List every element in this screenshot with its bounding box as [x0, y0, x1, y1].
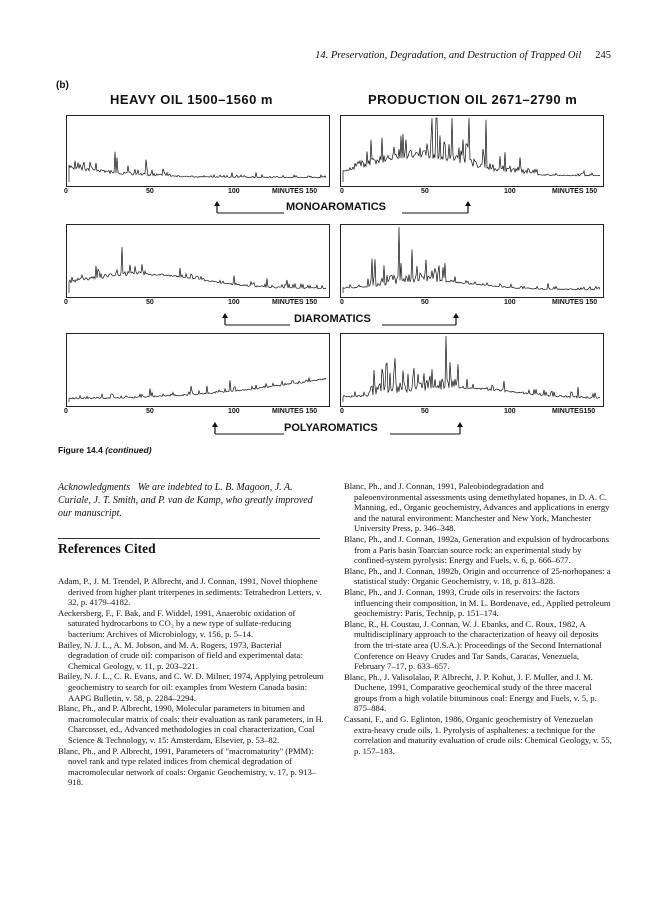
x-tick: MINUTES 150: [272, 408, 318, 415]
page-number: 245: [595, 50, 611, 61]
running-title: 14. Preservation, Degradation, and Destruction of Trapped Oil: [315, 50, 582, 61]
x-tick: 0: [64, 188, 68, 195]
x-tick: 0: [64, 299, 68, 306]
x-tick: 50: [146, 188, 154, 195]
reference-entry: Blanc, Ph., and P. Albrecht, 1991, Parameters of "macromaturity" (PMM): novel rank and type related indices from chemical degradation of macromolecular network of coals: Organic Geochemistry, v. 17, p. 913–918.: [58, 745, 317, 788]
x-tick: MINUTES 150: [272, 188, 318, 195]
x-tick: MINUTES 150: [272, 299, 318, 306]
reference-entry: Blanc, Ph., and J. Connan, 1991, Paleobiodegradation and paleoenvironmental assessments using demethylated hopanes, in D. A. C. Manning, ed., Organic geochemistry, Advances and applications in energy and the natural environment: Manchester and New York, Manchester University Press, p. 346–348.: [344, 481, 610, 534]
section-rule: [58, 538, 320, 539]
x-tick: 0: [64, 408, 68, 415]
panel-label: (b): [56, 80, 69, 91]
trace-heavy-mono: [67, 116, 329, 186]
reference-entry: Blanc, Ph., and P. Albrecht, 1990, Molecular parameters in bitumen and macromolecular matrix of coals: their evaluation as rank parameters, in H. Charcosset, ed., Advanced methodologies in coal characterization, Coal Science & Technology, v. 15: Amsterdam, Elsevier, p. 53–82.: [58, 703, 324, 745]
caption-label: Figure 14.4: [58, 445, 103, 455]
acknowledgments-lead: Acknowledgments: [58, 482, 131, 493]
left-column-title: HEAVY OIL 1500–1560 m: [110, 92, 273, 107]
chromatogram-production-mono: [340, 115, 604, 187]
reference-entry: Cassani, F., and G. Eglinton, 1986, Organic geochemistry of Venezuelan extra-heavy crude oils, 1. Pyrolysis of asphaltenes: a technique for the correlation and maturity evaluation of crude oils: Chemical Geology, v. 55, p. 157–183.: [344, 714, 612, 756]
trace-production-poly: [341, 334, 603, 406]
references-left-column: [58, 576, 324, 788]
chromatogram-heavy-poly: [66, 333, 330, 407]
x-tick: 0: [340, 188, 344, 195]
fraction-band-di: [222, 312, 460, 328]
fraction-label: MONOAROMATICS: [286, 201, 387, 213]
reference-entry: Blanc, Ph., and J. Connan, 1993, Crude oils in reservoirs: the factors influencing their composition, in M. L. Bordenave, ed., Applied petroleum geochemistry: Paris, Technip, p. 151–174.: [344, 586, 611, 619]
x-tick: 0: [340, 299, 344, 306]
x-tick: 100: [504, 408, 516, 415]
x-tick: 50: [146, 299, 154, 306]
reference-entry: Bailey, N. J. L., C. R. Evans, and C. W. D. Milner, 1974, Applying petroleum geochemistry to search for oil: examples from Western Canada basin: AAPG Bulletin, v. 58, p. 2284–2294.: [58, 671, 324, 703]
right-column-title: PRODUCTION OIL 2671–2790 m: [368, 92, 578, 107]
x-tick: MINUTES 150: [552, 188, 598, 195]
reference-entry: Blanc, Ph., and J. Connan, 1992a, Generation and expulsion of hydrocarbons from a Paris basin Toarcian source rock: an experimental study by confined-system pyrolysis: Energy and Fuels, v. 6, p. 666–677.: [344, 533, 609, 566]
references-heading: References Cited: [58, 541, 156, 556]
reference-entry: Blanc, Ph., and J. Connan, 1992b, Origin and occurrence of 25-norhopanes: a statistical study: Organic Geochemistry, v. 18, p. 813–828.: [344, 565, 611, 587]
trace-production-mono: [341, 116, 603, 186]
reference-entry: Blanc, Ph., J. Valisolalao, P. Albrecht, J. P. Kohut, J. F. Muller, and J. M. Duchene, 1991, Comparative geochemical study of the three maceral groups from a high volatile bituminous coal: Energy and Fuels, v. 5, p. 875–884.: [344, 671, 597, 714]
trace-production-di: [341, 225, 603, 297]
references-right-column: [344, 481, 612, 756]
reference-entry: Aeckersberg, F., F. Bak, and F. Widdel, 1991, Anaerobic oxidation of saturated hydrocarbons to CO₂ by a new type of sulfate-reducing bacterium: Archives of Microbiology, v. 156, p. 5–14.: [58, 607, 296, 639]
x-tick: 100: [504, 299, 516, 306]
trace-heavy-di: [67, 225, 329, 297]
x-tick: MINUTES150: [552, 408, 596, 415]
chromatogram-production-di: [340, 224, 604, 298]
x-tick: 100: [504, 188, 516, 195]
x-tick: 50: [421, 408, 429, 415]
x-tick: MINUTES 150: [552, 299, 598, 306]
reference-entry: Adam, P., J. M. Trendel, P. Albrecht, and J. Connan, 1991, Novel thiophene derived from higher plant triterpenes in sediments: Tetrahedron Letters, v. 32, p. 4179–4182.: [58, 576, 322, 608]
x-tick: 100: [228, 188, 240, 195]
reference-entry: Bailey, N. J. L., A. M. Jobson, and M. A. Rogers, 1973, Bacterial degradation of crude oil: comparison of field and experimental data: Chemical Geology, v. 11, p. 203–221.: [58, 639, 303, 671]
fraction-label: POLYAROMATICS: [284, 422, 378, 434]
x-tick: 100: [228, 408, 240, 415]
x-tick: 100: [228, 299, 240, 306]
acknowledgments-text: We are indebted to L. B. Magoon, J. A. Curiale, J. T. Smith, and P. van de Kamp, who greatly improved our manuscript.: [58, 482, 313, 519]
reference-entry: Blanc, R., H. Coustau, J. Connan, W. J. Ebanks, and C. Roux, 1982, A multidisciplinary approach to the characterization of heavy oil deposits from the tri-state area (U.S.A.): Proceedings of the Second International Conference on Heavy Crudes and Tar Sands, Caracas, Venezuela, February 7–17, p. 633–657.: [344, 618, 602, 672]
acknowledgments: [58, 481, 320, 520]
x-tick: 50: [421, 188, 429, 195]
caption-note: (continued): [105, 445, 152, 455]
fraction-label: DIAROMATICS: [294, 313, 371, 325]
chromatogram-heavy-mono: [66, 115, 330, 187]
chromatogram-heavy-di: [66, 224, 330, 298]
chromatogram-production-poly: [340, 333, 604, 407]
figure-caption: [58, 445, 152, 455]
x-tick: 50: [421, 299, 429, 306]
fraction-band-mono: [214, 200, 472, 216]
x-tick: 0: [340, 408, 344, 415]
running-head: [315, 50, 611, 61]
fraction-band-poly: [212, 421, 464, 437]
trace-heavy-poly: [67, 334, 329, 406]
x-tick: 50: [146, 408, 154, 415]
